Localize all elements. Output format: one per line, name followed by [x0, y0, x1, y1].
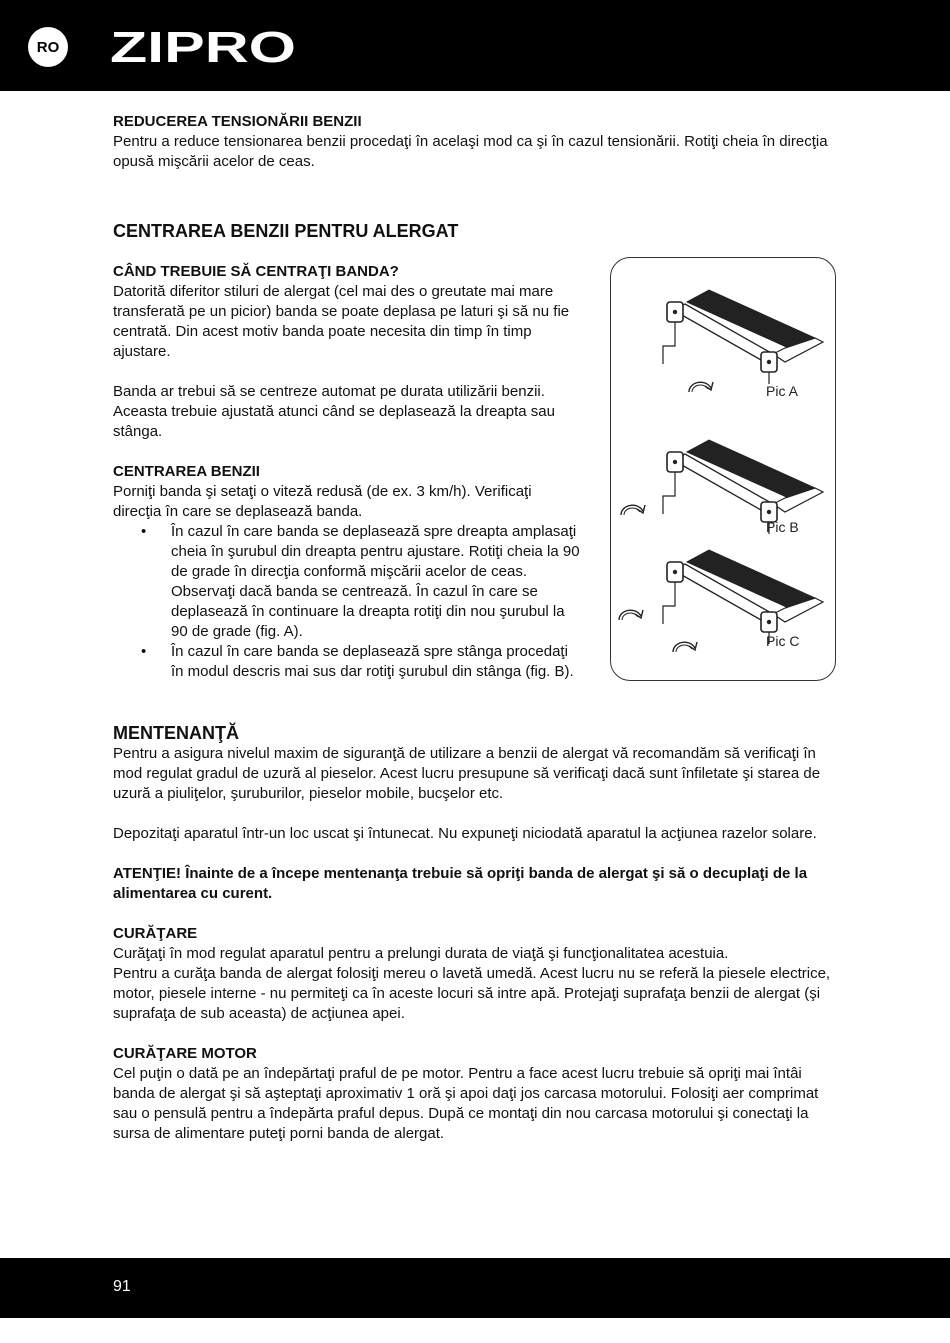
figure-b — [621, 440, 823, 535]
centering-steps-list — [113, 522, 583, 682]
subheading-belt-centering: CENTRAREA BENZII — [113, 463, 260, 480]
paragraph: Porniţi banda şi setaţi o viteză redusă (de ex. 3 km/h). Verificaţi direcţia în care se deplasează banda. — [113, 483, 532, 520]
paragraph: Banda ar trebui să se centreze automat pe durata utilizării benzii. Aceasta trebuie ajustată atunci când se deplasează la dreapta sau stânga. — [113, 383, 555, 440]
language-badge: RO — [28, 27, 68, 67]
figure-label-b: Pic B — [766, 519, 799, 535]
page-header — [0, 0, 950, 91]
paragraph: Datorită diferitor stiluri de alergat (cel mai des o greutate mai mare transferată pe un picior) banda se poate deplasa pe laturi şi să nu fie centrată. Din acest motiv banda poate necesita din timp în timp ajustare. — [113, 283, 570, 360]
list-item: • În cazul în care banda se deplasează spre dreapta amplasaţi cheia în şurubul din dreapta pentru ajustare. Rotiţi cheia la 90 de grade în direcţia conformă mişcării acelor de ceas. Observaţi dacă banda se centrează. În cazul în care se deplasează în continuare la dreapta rotiţi din nou şurubul la 90 de grade (fig. A). — [113, 522, 581, 642]
paragraph: Pentru a reduce tensionarea benzii procedaţi în acelaşi mod ca şi în cazul tensionării. Rotiţi cheia în direcţia opusă mişcării acelor de ceas. — [113, 133, 828, 170]
treadmill-diagrams — [611, 258, 834, 679]
brand-logo-text: ZIPRO — [110, 28, 296, 66]
section-heading-reducing-tension: REDUCEREA TENSIONĂRII BENZII — [113, 113, 362, 130]
figure-label-a: Pic A — [766, 383, 798, 399]
paragraph: Pentru a curăţa banda de alergat folosiţi mereu o lavetă umedă. Acest lucru nu se referă la piesele electrice, motor, piesele interne - nu permiteţi ca în aceste locuri să intre apă. Protejaţi suprafaţa benzii de alergat (şi suprafaţa de sub aceasta) de acţiunea apei. — [113, 965, 831, 1022]
figure-label-c: Pic C — [766, 633, 800, 649]
page-footer — [0, 1258, 950, 1318]
warning-text: ATENŢIE! Înainte de a începe mentenanţa trebuie să opriţi banda de alergat şi să o decuplaţi de la alimentarea cu curent. — [113, 865, 808, 902]
figure-c — [619, 550, 823, 652]
belt-adjustment-figure — [610, 257, 836, 681]
paragraph: Cel puţin o dată pe an îndepărtaţi praful de pe motor. Pentru a face acest lucru trebuie să opriţi mai întâi banda de alergat şi să aşteptaţi aproximativ 1 oră şi apoi daţi jos carcasa motorului. Folosiţi aer comprimat sau o pensulă pentru a îndepărta praful depus. După ce montaţi din nou carcasa motorului şi conectaţi la sursa de alimentare puteţi porni banda de alergat. — [113, 1065, 819, 1142]
centering-column — [113, 262, 583, 682]
page-number: 91 — [113, 1278, 131, 1295]
paragraph: Curăţaţi în mod regulat aparatul pentru a prelungi durata de viaţă şi funcţionalitatea acestuia. — [113, 945, 729, 962]
list-item: • În cazul în care banda se deplasează spre stânga procedaţi în modul descris mai sus dar rotiţi şurubul din stânga (fig. B). — [113, 642, 581, 682]
paragraph: Pentru a asigura nivelul maxim de siguranţă de utilizare a benzii de alergat vă recomandăm să verificaţi în mod regulat gradul de uzură al pieselor. Acest lucru presupune să verificaţi dacă sunt înfiletate şi starea de uzură a piuliţelor, şuruburilor, pieselor mobile, bucşelor etc. — [113, 745, 821, 802]
subheading-motor-cleaning: CURĂŢARE MOTOR — [113, 1045, 257, 1062]
section-title-belt-centering: CENTRAREA BENZII PENTRU ALERGAT — [113, 221, 459, 241]
section-title-maintenance: MENTENANŢĂ — [113, 723, 239, 743]
brand-logo — [110, 28, 300, 66]
figure-a — [663, 290, 823, 399]
subheading-cleaning: CURĂŢARE — [113, 925, 198, 942]
subheading-when-to-center: CÂND TREBUIE SĂ CENTRAŢI BANDA? — [113, 263, 399, 280]
paragraph: Depozitaţi aparatul într-un loc uscat şi întunecat. Nu expuneţi niciodată aparatul la acţiunea razelor solare. — [113, 825, 817, 842]
